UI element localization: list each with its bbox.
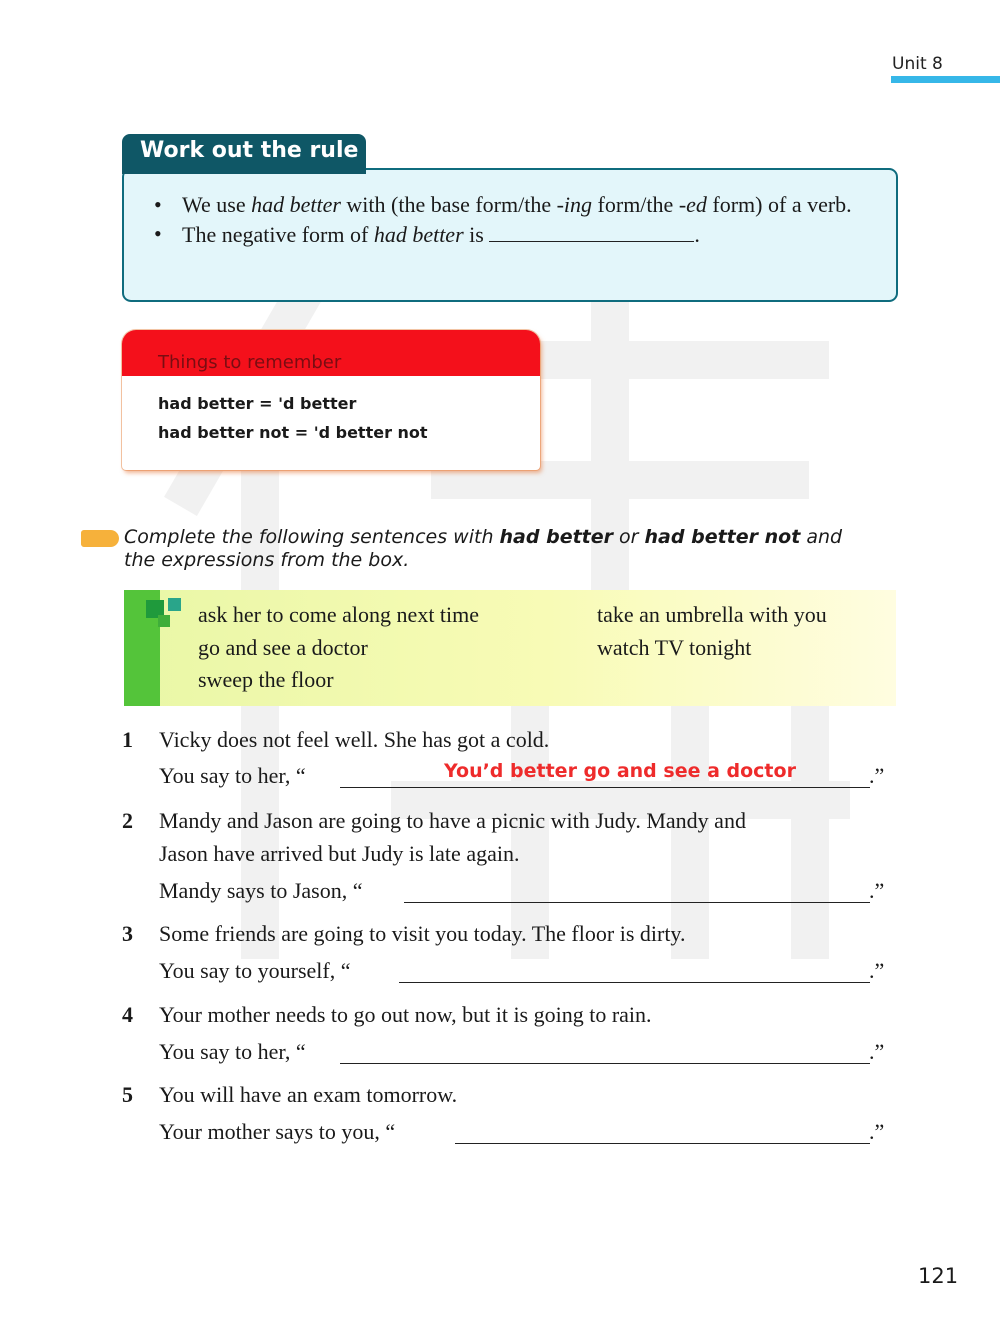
- unit-label: Unit 8: [892, 54, 943, 74]
- close-quote: .”: [869, 958, 885, 983]
- instruction-part: Complete the following sentences with: [124, 526, 500, 548]
- remember-line-1: had better = 'd better: [158, 394, 357, 413]
- word-item: ask her to come along next time: [198, 602, 480, 627]
- page-number: 121: [918, 1264, 959, 1288]
- question-prompt: Mandy says to Jason, “: [159, 878, 363, 903]
- rule-list: [152, 190, 872, 249]
- word-item: take an umbrella with you: [597, 602, 827, 627]
- question-number: 5: [122, 1082, 133, 1107]
- question-text: Vicky does not feel well. She has got a cold.: [159, 727, 550, 752]
- unit-bar: [891, 76, 1000, 83]
- instruction-part: or: [613, 526, 645, 548]
- question-prompt: You say to her, “: [159, 763, 306, 788]
- question-prompt: You say to yourself, “: [159, 958, 351, 983]
- close-quote: .”: [869, 1119, 885, 1144]
- close-quote: .”: [869, 878, 885, 903]
- close-quote: .”: [869, 1039, 885, 1064]
- rule-text: The negative form of: [182, 222, 374, 247]
- answer-blank[interactable]: [399, 958, 870, 983]
- question-number: 2: [122, 808, 133, 833]
- question-text: Some friends are going to visit you today. The floor is dirty.: [159, 921, 686, 946]
- rule-text: .: [694, 222, 700, 247]
- rule-bullet-2: [152, 219, 872, 249]
- remember-box: [122, 330, 540, 470]
- question-prompt: Your mother says to you, “: [159, 1119, 396, 1144]
- question-text: Jason have arrived but Judy is late again.: [159, 841, 520, 866]
- answer-blank[interactable]: [404, 878, 870, 903]
- instruction-marker: [81, 530, 119, 547]
- rule-bullet-1: [152, 190, 872, 219]
- question-text: You will have an exam tomorrow.: [159, 1082, 458, 1107]
- word-item: watch TV tonight: [597, 635, 752, 660]
- question-text: Mandy and Jason are going to have a picnic with Judy. Mandy and: [159, 808, 746, 833]
- close-quote: .”: [869, 763, 885, 788]
- rule-emphasis: -ed: [678, 192, 707, 217]
- question-number: 1: [122, 727, 133, 752]
- question-number: 3: [122, 921, 133, 946]
- rule-text: with (the base form/the: [340, 192, 557, 217]
- rule-emphasis: -ing: [556, 192, 593, 217]
- rule-text: form/the: [592, 192, 679, 217]
- rule-title: Work out the rule: [140, 138, 359, 163]
- question-number: 4: [122, 1002, 133, 1027]
- answer-blank[interactable]: [455, 1119, 870, 1144]
- remember-line-2: had better not = 'd better not: [158, 423, 428, 442]
- question-text: Your mother needs to go out now, but it is going to rain.: [159, 1002, 652, 1027]
- decor-square: [158, 615, 170, 627]
- instruction-part: and the expressions from the box.: [124, 526, 843, 571]
- answer-text: You’d better go and see a doctor: [444, 760, 796, 782]
- rule-emphasis: had better: [373, 222, 464, 247]
- decor-square: [168, 598, 181, 611]
- rule-answer-blank[interactable]: [489, 219, 694, 242]
- rule-text: is: [463, 222, 490, 247]
- answer-blank[interactable]: [340, 1039, 870, 1064]
- word-box: [124, 590, 896, 706]
- rule-text: form) of a verb.: [706, 192, 852, 217]
- rule-tab: [122, 134, 366, 174]
- rule-box: [122, 168, 898, 302]
- instruction-text: [124, 526, 864, 572]
- instruction-bold: had better not: [644, 526, 801, 548]
- rule-text: We use: [182, 192, 252, 217]
- instruction-bold: had better: [499, 526, 614, 548]
- word-item: go and see a doctor: [198, 635, 368, 660]
- question-prompt: You say to her, “: [159, 1039, 306, 1064]
- word-item: sweep the floor: [198, 667, 334, 692]
- remember-title: Things to remember: [158, 352, 342, 373]
- rule-emphasis: had better: [251, 192, 341, 217]
